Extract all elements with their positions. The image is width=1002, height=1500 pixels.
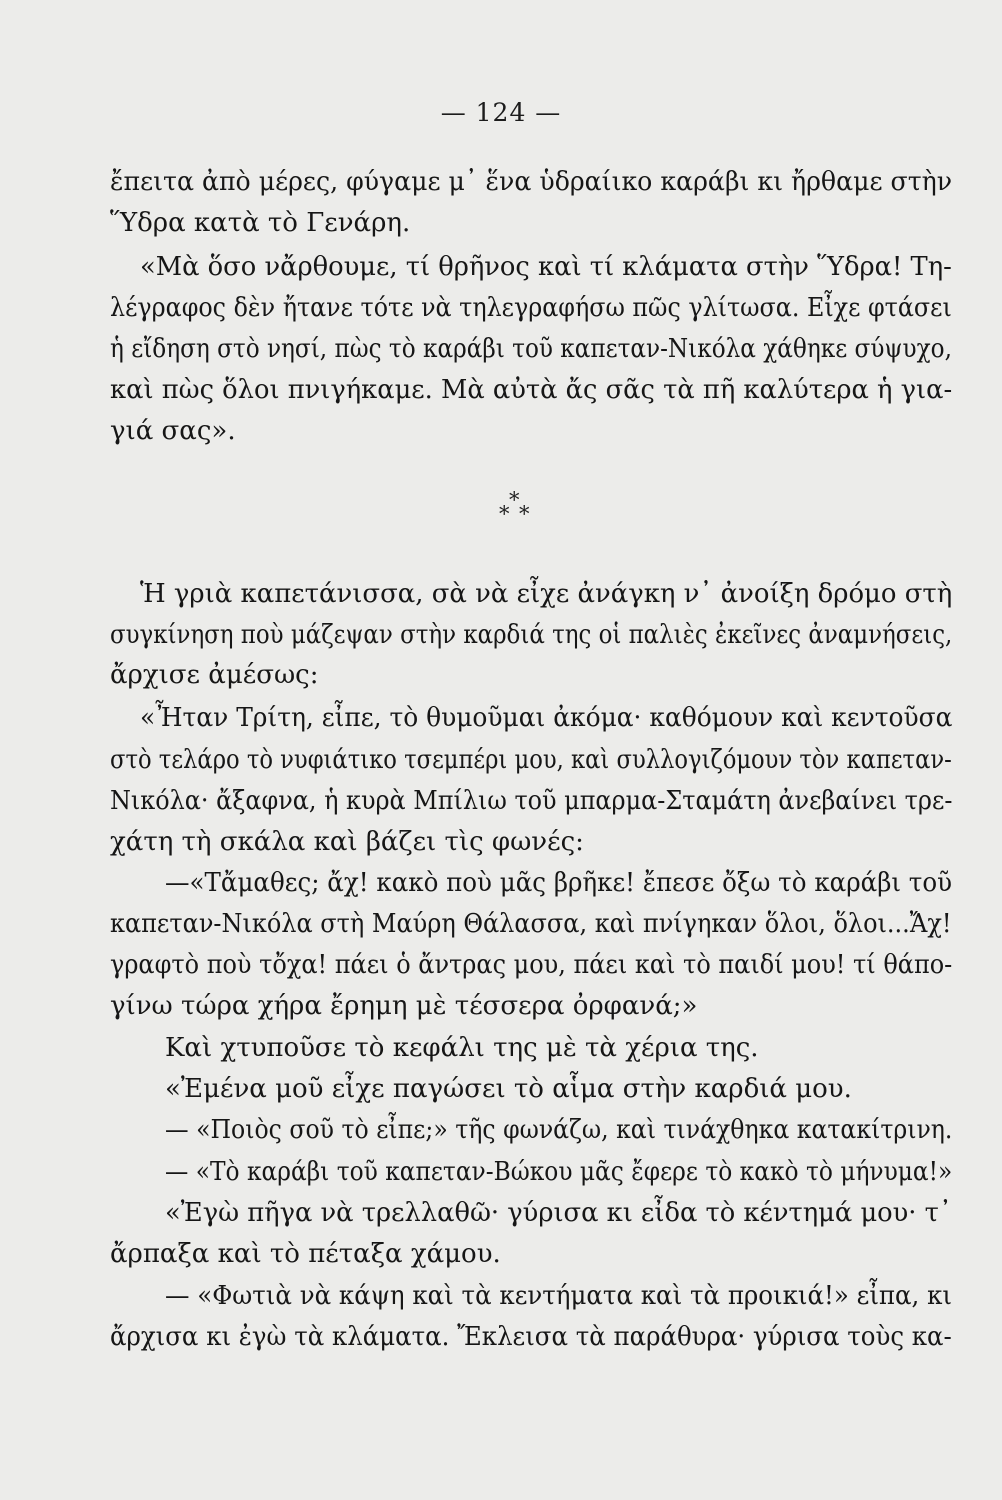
text-line: λέγραφος δὲν ἤτανε τότε νὰ τηλεγραφήσω πῶς γλίτωσα. Εἶχε φτάσει xyxy=(110,293,952,323)
text-line: Νικόλα· ἄξαφνα, ἡ κυρὰ Μπίλιω τοῦ μπαρμα-Σταμάτη ἀνεβαίνει τρε- xyxy=(110,786,953,816)
text-line: συγκίνηση ποὺ μάζεψαν στὴν καρδιά της οἱ παλιὲς ἐκεῖνες ἀναμνήσεις, xyxy=(110,620,953,650)
text-line: —«Τἄμαθες; ἄχ! κακὸ ποὺ μᾶς βρῆκε! ἔπεσε ὄξω τὸ καράβι τοῦ xyxy=(165,868,953,898)
text-line: καπεταν-Νικόλα στὴ Μαύρη Θάλασσα, καὶ πνίγηκαν ὅλοι, ὅλοι...Ἄχ! xyxy=(110,909,952,939)
text-line: «Ἐμένα μοῦ εἶχε παγώσει τὸ αἷμα στὴν καρδιά μου. xyxy=(165,1074,852,1104)
text-line: «Ἐγὼ πῆγα νὰ τρελλαθῶ· γύρισα κι εἶδα τὸ κέντημά μου· τ᾽ xyxy=(165,1198,952,1228)
text-line: — «Φωτιὰ νὰ κάψη καὶ τὰ κεντήματα καὶ τὰ προικιά!» εἶπα, κι xyxy=(165,1281,952,1311)
text-line: Ἡ γριὰ καπετάνισσα, σὰ νὰ εἶχε ἀνάγκη ν᾽ ἀνοίξη δρόμο στὴ xyxy=(140,579,953,609)
text-line: ἔπειτα ἀπὸ μέρες, φύγαμε μ᾽ ἕνα ὑδραίικο καράβι κι ἤρθαμε στὴν xyxy=(110,167,953,197)
text-line: ἄρχισα κι ἐγὼ τὰ κλάματα. Ἔκλεισα τὰ παράθυρα· γύρισα τοὺς κα- xyxy=(110,1322,952,1352)
text-line: καὶ πὼς ὅλοι πνιγήκαμε. Μὰ αὐτὰ ἄς σᾶς τὰ πῆ καλύτερα ἡ για- xyxy=(110,375,953,405)
text-line: ἄρχισε ἀμέσως: xyxy=(110,660,319,690)
text-line: Ὕδρα κατὰ τὸ Γενάρη. xyxy=(110,208,411,238)
text-line: στὸ τελάρο τὸ νυφιάτικο τσεμπέρι μου, καὶ συλλογιζόμουν τὸν καπεταν- xyxy=(110,745,952,775)
text-line: — «Τὸ καράβι τοῦ καπεταν-Βώκου μᾶς ἔφερε τὸ κακὸ τὸ μήνυμα!» xyxy=(165,1157,953,1187)
text-line: γιά σας». xyxy=(110,416,236,446)
text-line: Καὶ χτυποῦσε τὸ κεφάλι της μὲ τὰ χέρια της. xyxy=(165,1033,759,1063)
page-number: — 124 — xyxy=(440,98,562,127)
text-line: γραφτὸ ποὺ τὄχα! πάει ὁ ἄντρας μου, πάει καὶ τὸ παιδί μου! τί θάπο- xyxy=(110,950,953,980)
text-line: γίνω τώρα χήρα ἔρημη μὲ τέσσερα ὀρφανά;» xyxy=(110,991,698,1021)
text-line: ἡ εἴδηση στὸ νησί, πὼς τὸ καράβι τοῦ καπεταν-Νικόλα χάθηκε σύψυχο, xyxy=(110,334,952,364)
text-line: «Ἦταν Τρίτη, εἶπε, τὸ θυμοῦμαι ἀκόμα· καθόμουν καὶ κεντοῦσα xyxy=(140,703,953,733)
text-line: ἄρπαξα καὶ τὸ πέταξα χάμου. xyxy=(110,1239,501,1269)
text-line: χάτη τὴ σκάλα καὶ βάζει τὶς φωνές: xyxy=(110,827,584,857)
text-line: — «Ποιὸς σοῦ τὸ εἶπε;» τῆς φωνάζω, καὶ τινάχθηκα κατακίτρινη. xyxy=(165,1115,953,1145)
asterism-separator: * * * xyxy=(499,488,530,526)
text-line: «Μὰ ὅσο νἄρθουμε, τί θρῆνος καὶ τί κλάματα στὴν Ὕδρα! Τη- xyxy=(140,252,952,282)
